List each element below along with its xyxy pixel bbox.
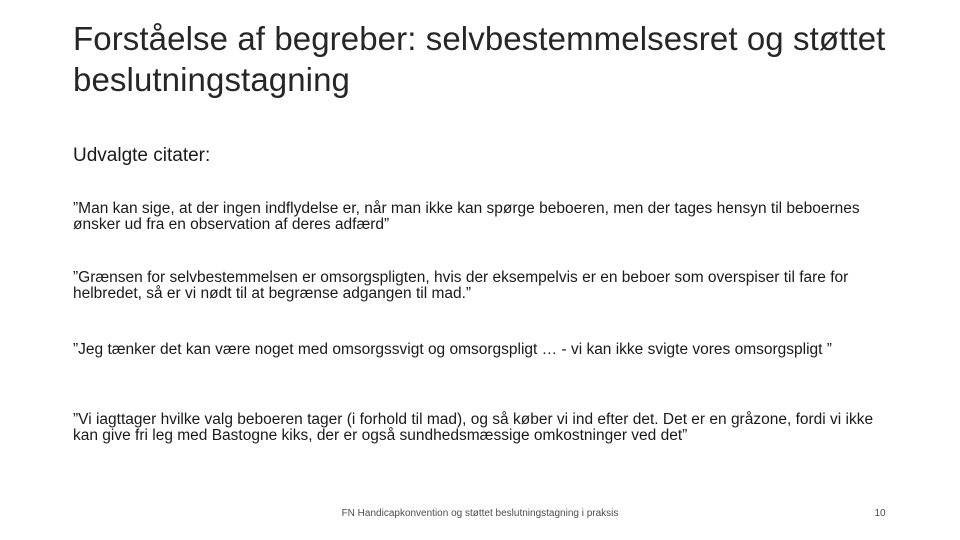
quote-4: ”Vi iagttager hvilke valg beboeren tager (i forhold til mad), og så køber vi ind efter det. Det er en gråzone, fordi vi ikke kan give fri leg med Bastogne kiks, der er også sundhedsmæssige omkostninger ved det” (73, 411, 874, 444)
slide-title: Forståelse af begreber: selvbestemmelsesret og støttet beslutningstagning (73, 20, 886, 98)
quotes-heading: Udvalgte citater: (73, 145, 211, 166)
slide-footer: FN Handicapkonvention og støttet beslutningstagning i praksis (341, 508, 619, 519)
quote-2: ”Grænsen for selvbestemmelsen er omsorgspligten, hvis der eksempelvis er en beboer som overspiser til fare for helbredet, så er vi nødt til at begrænse adgangen til mad.” (73, 269, 849, 302)
quote-3: ”Jeg tænker det kan være noget med omsorgssvigt og omsorgspligt … - vi kan ikke svigte vores omsorgspligt ” (73, 341, 832, 358)
quote-1: ”Man kan sige, at der ingen indflydelse er, når man ikke kan spørge beboeren, men der tages hensyn til beboernes ønsker ud fra en observation af deres adfærd” (73, 200, 860, 233)
page-number: 10 (874, 508, 886, 519)
